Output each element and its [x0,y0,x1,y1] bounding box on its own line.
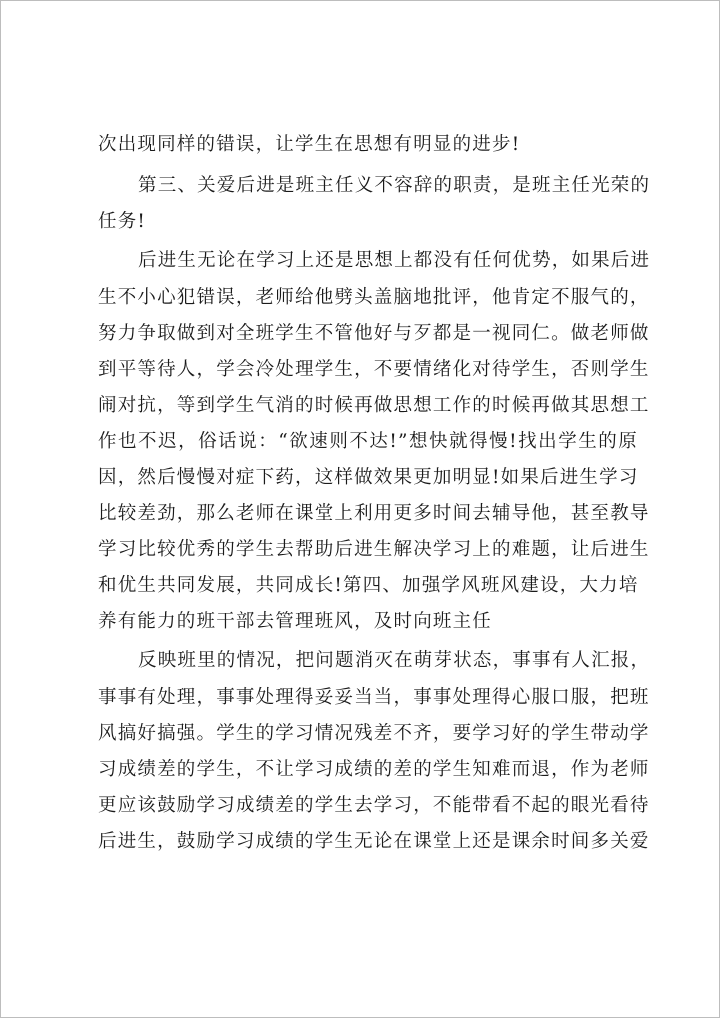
text-line: 养有能力的班干部去管理班风，及时向班主任 [98,611,493,632]
text-line: 作也不迟，俗话说：“欲速则不达!”想快就得慢!找出学生的原 [98,431,638,452]
paragraph-first-line: 反映班里的情况，把问题消灭在萌芽状态，事事有人汇报， [138,650,651,671]
text-line: 和优生共同发展，共同成长!第四、加强学风班风建设，大力培 [98,575,639,596]
text-line: 风搞好搞强。学生的学习情况残差不齐，要学习好的学生带动学 [98,723,650,744]
text-line: 后进生，鼓励学习成绩的学生无论在课堂上还是课余时间多关爱 [98,831,650,852]
text-line: 闹对抗，等到学生气消的时候再做思想工作的时候再做其思想工 [98,395,650,416]
text-line: 到平等待人，学会冷处理学生，不要情绪化对待学生，否则学生 [98,359,650,380]
text-line: 生不小心犯错误，老师给他劈头盖脑地批评，他肯定不服气的， [98,287,650,308]
text-line: 学习比较优秀的学生去帮助后进生解决学习上的难题，让后进生 [98,539,650,560]
text-line: 因，然后慢慢对症下药，这样做效果更加明显!如果后进生学习 [98,467,639,488]
text-line: 比较差劲，那么老师在课堂上利用更多时间去辅导他，甚至教导 [98,503,650,524]
text-line: 习成绩差的学生，不让学习成绩的差的学生知难而退，作为老师 [98,759,650,780]
paragraph-first-line: 后进生无论在学习上还是思想上都没有任何优势，如果后进 [138,250,651,271]
text-line: 次出现同样的错误，让学生在思想有明显的进步! [98,134,521,155]
text-line: 努力争取做到对全班学生不管他好与歹都是一视同仁。做老师做 [98,323,650,344]
text-line: 任务! [98,211,147,232]
text-line: 事事有处理，事事处理得妥妥当当，事事处理得心服口服，把班 [98,687,650,708]
paragraph-heading-line: 第三、关爱后进是班主任义不容辞的职责，是班主任光荣的 [138,175,651,196]
text-line: 更应该鼓励学习成绩差的学生去学习，不能带看不起的眼光看待 [98,795,650,816]
